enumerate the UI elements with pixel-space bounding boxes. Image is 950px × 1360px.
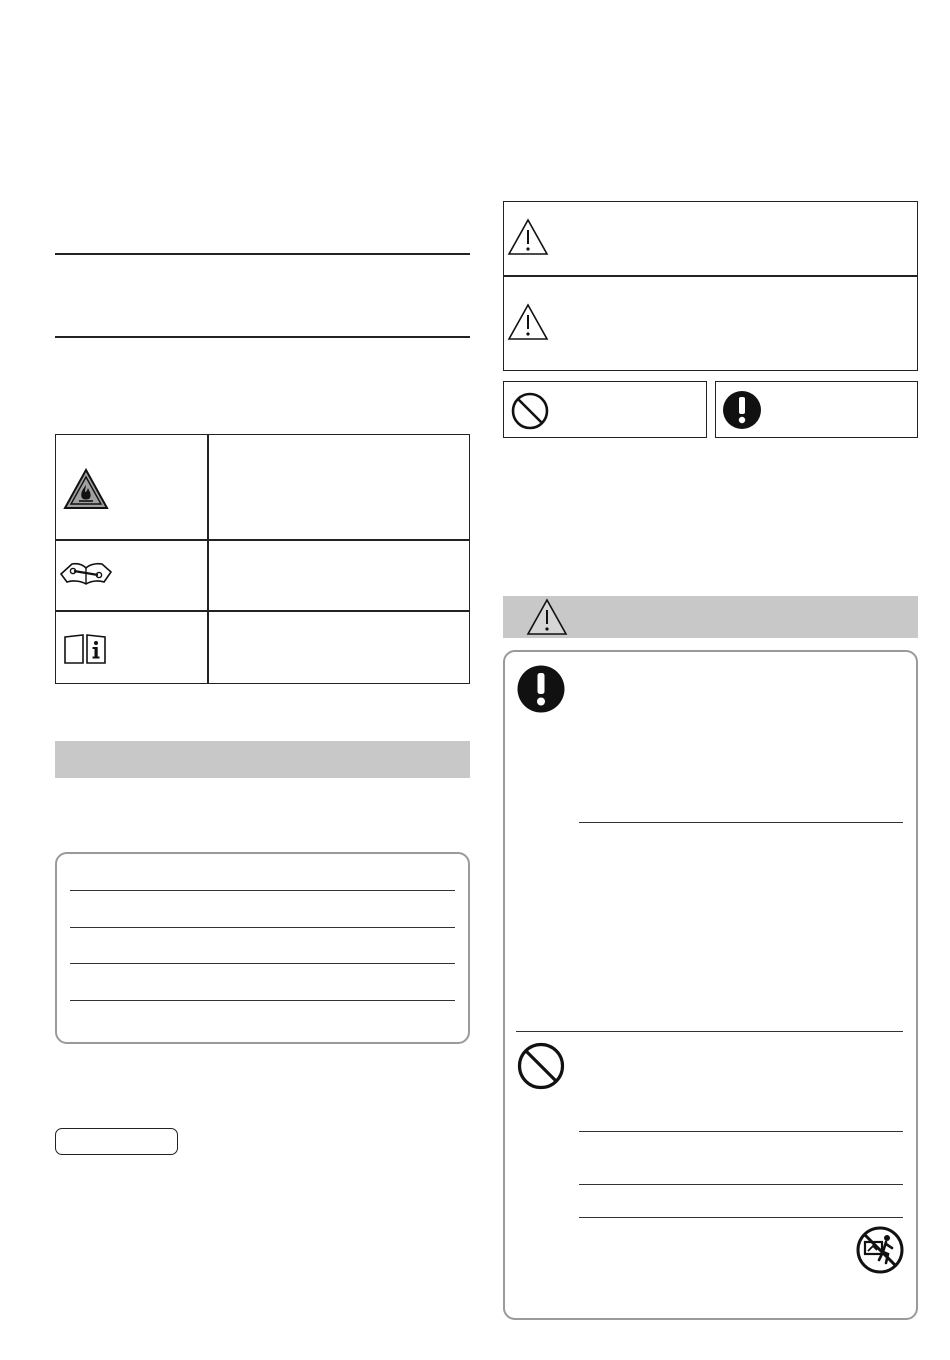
symbol-table-row-divider (55, 610, 470, 612)
panel-line (579, 1131, 903, 1132)
pill-label (55, 1128, 178, 1155)
symbol-table (55, 434, 470, 684)
lined-box (55, 852, 470, 1044)
lined-box-line (70, 1000, 455, 1001)
warning-box (503, 201, 918, 371)
no-climbing-icon (855, 1225, 905, 1275)
service-manual-icon (58, 560, 114, 586)
mandatory-icon (516, 664, 566, 714)
prohibited-icon (510, 391, 550, 431)
information-manual-icon (63, 633, 107, 665)
warning-box-divider (503, 275, 918, 277)
prohibited-icon (516, 1041, 566, 1091)
flammable-warning-icon (63, 468, 109, 510)
section-bar (55, 741, 470, 778)
warning-triangle-icon (507, 218, 549, 256)
lined-box-line (70, 963, 455, 964)
second-divider (55, 336, 470, 338)
panel-line (579, 1217, 903, 1218)
warning-triangle-icon (526, 598, 568, 636)
safety-panel (503, 650, 918, 1320)
lined-box-line (70, 927, 455, 928)
mandatory-icon (722, 390, 762, 430)
symbol-table-row-divider (55, 539, 470, 541)
symbol-table-column-divider (207, 434, 209, 684)
lined-box-line (70, 890, 455, 891)
panel-divider (516, 1031, 903, 1032)
panel-line (579, 1184, 903, 1185)
caution-triangle-icon (507, 303, 549, 341)
top-divider (55, 253, 470, 255)
panel-line (579, 822, 903, 823)
